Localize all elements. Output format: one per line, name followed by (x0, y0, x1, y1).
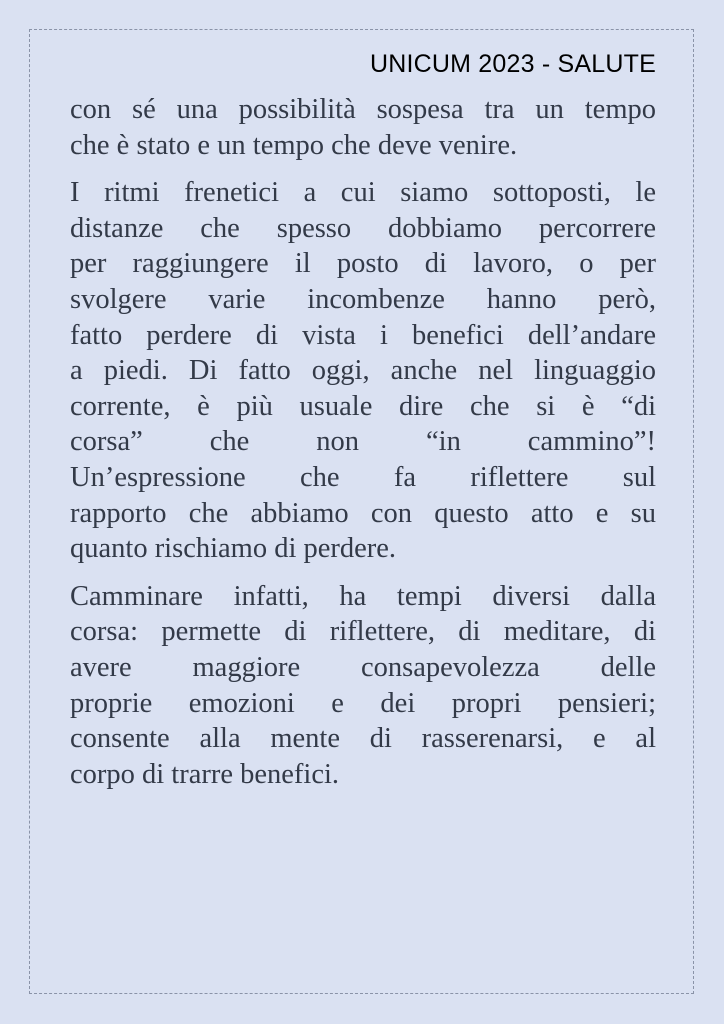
text-line: distanze che spesso dobbiamo percorrere (70, 212, 656, 244)
text-line: fatto perdere di vista i benefici dell’andare (70, 319, 656, 351)
text-line: rapporto che abbiamo con questo atto e su (70, 497, 656, 529)
text-line: proprie emozioni e dei propri pensieri; (70, 687, 656, 719)
body-text (70, 92, 656, 804)
text-line: Un’espressione che fa riflettere sul (70, 461, 656, 493)
text-line: per raggiungere il posto di lavoro, o per (70, 248, 656, 280)
paragraph-1 (70, 92, 656, 163)
page-header: UNICUM 2023 - SALUTE (369, 50, 656, 78)
text-line: I ritmi frenetici a cui siamo sottoposti, le (70, 177, 656, 209)
text-line: quanto rischiamo di perdere. (70, 533, 397, 565)
text-line: che è stato e un tempo che deve venire. (70, 129, 518, 161)
text-line: corsa: permette di riflettere, di meditare, di (70, 616, 656, 648)
text-line: a piedi. Di fatto oggi, anche nel linguaggio (70, 355, 656, 387)
text-line: Camminare infatti, ha tempi diversi dalla (70, 580, 656, 612)
paragraph-2 (70, 175, 656, 567)
text-line: consente alla mente di rasserenarsi, e al (70, 723, 656, 755)
paragraph-3 (70, 579, 656, 793)
text-line: corsa” che non “in cammino”! (70, 426, 656, 458)
text-line: avere maggiore consapevolezza delle (70, 651, 656, 683)
text-line: con sé una possibilità sospesa tra un tempo (70, 94, 656, 125)
text-line: corpo di trarre benefici. (70, 758, 340, 790)
text-line: corrente, è più usuale dire che si è “di (70, 390, 656, 422)
text-line: svolgere varie incombenze hanno però, (70, 283, 656, 315)
